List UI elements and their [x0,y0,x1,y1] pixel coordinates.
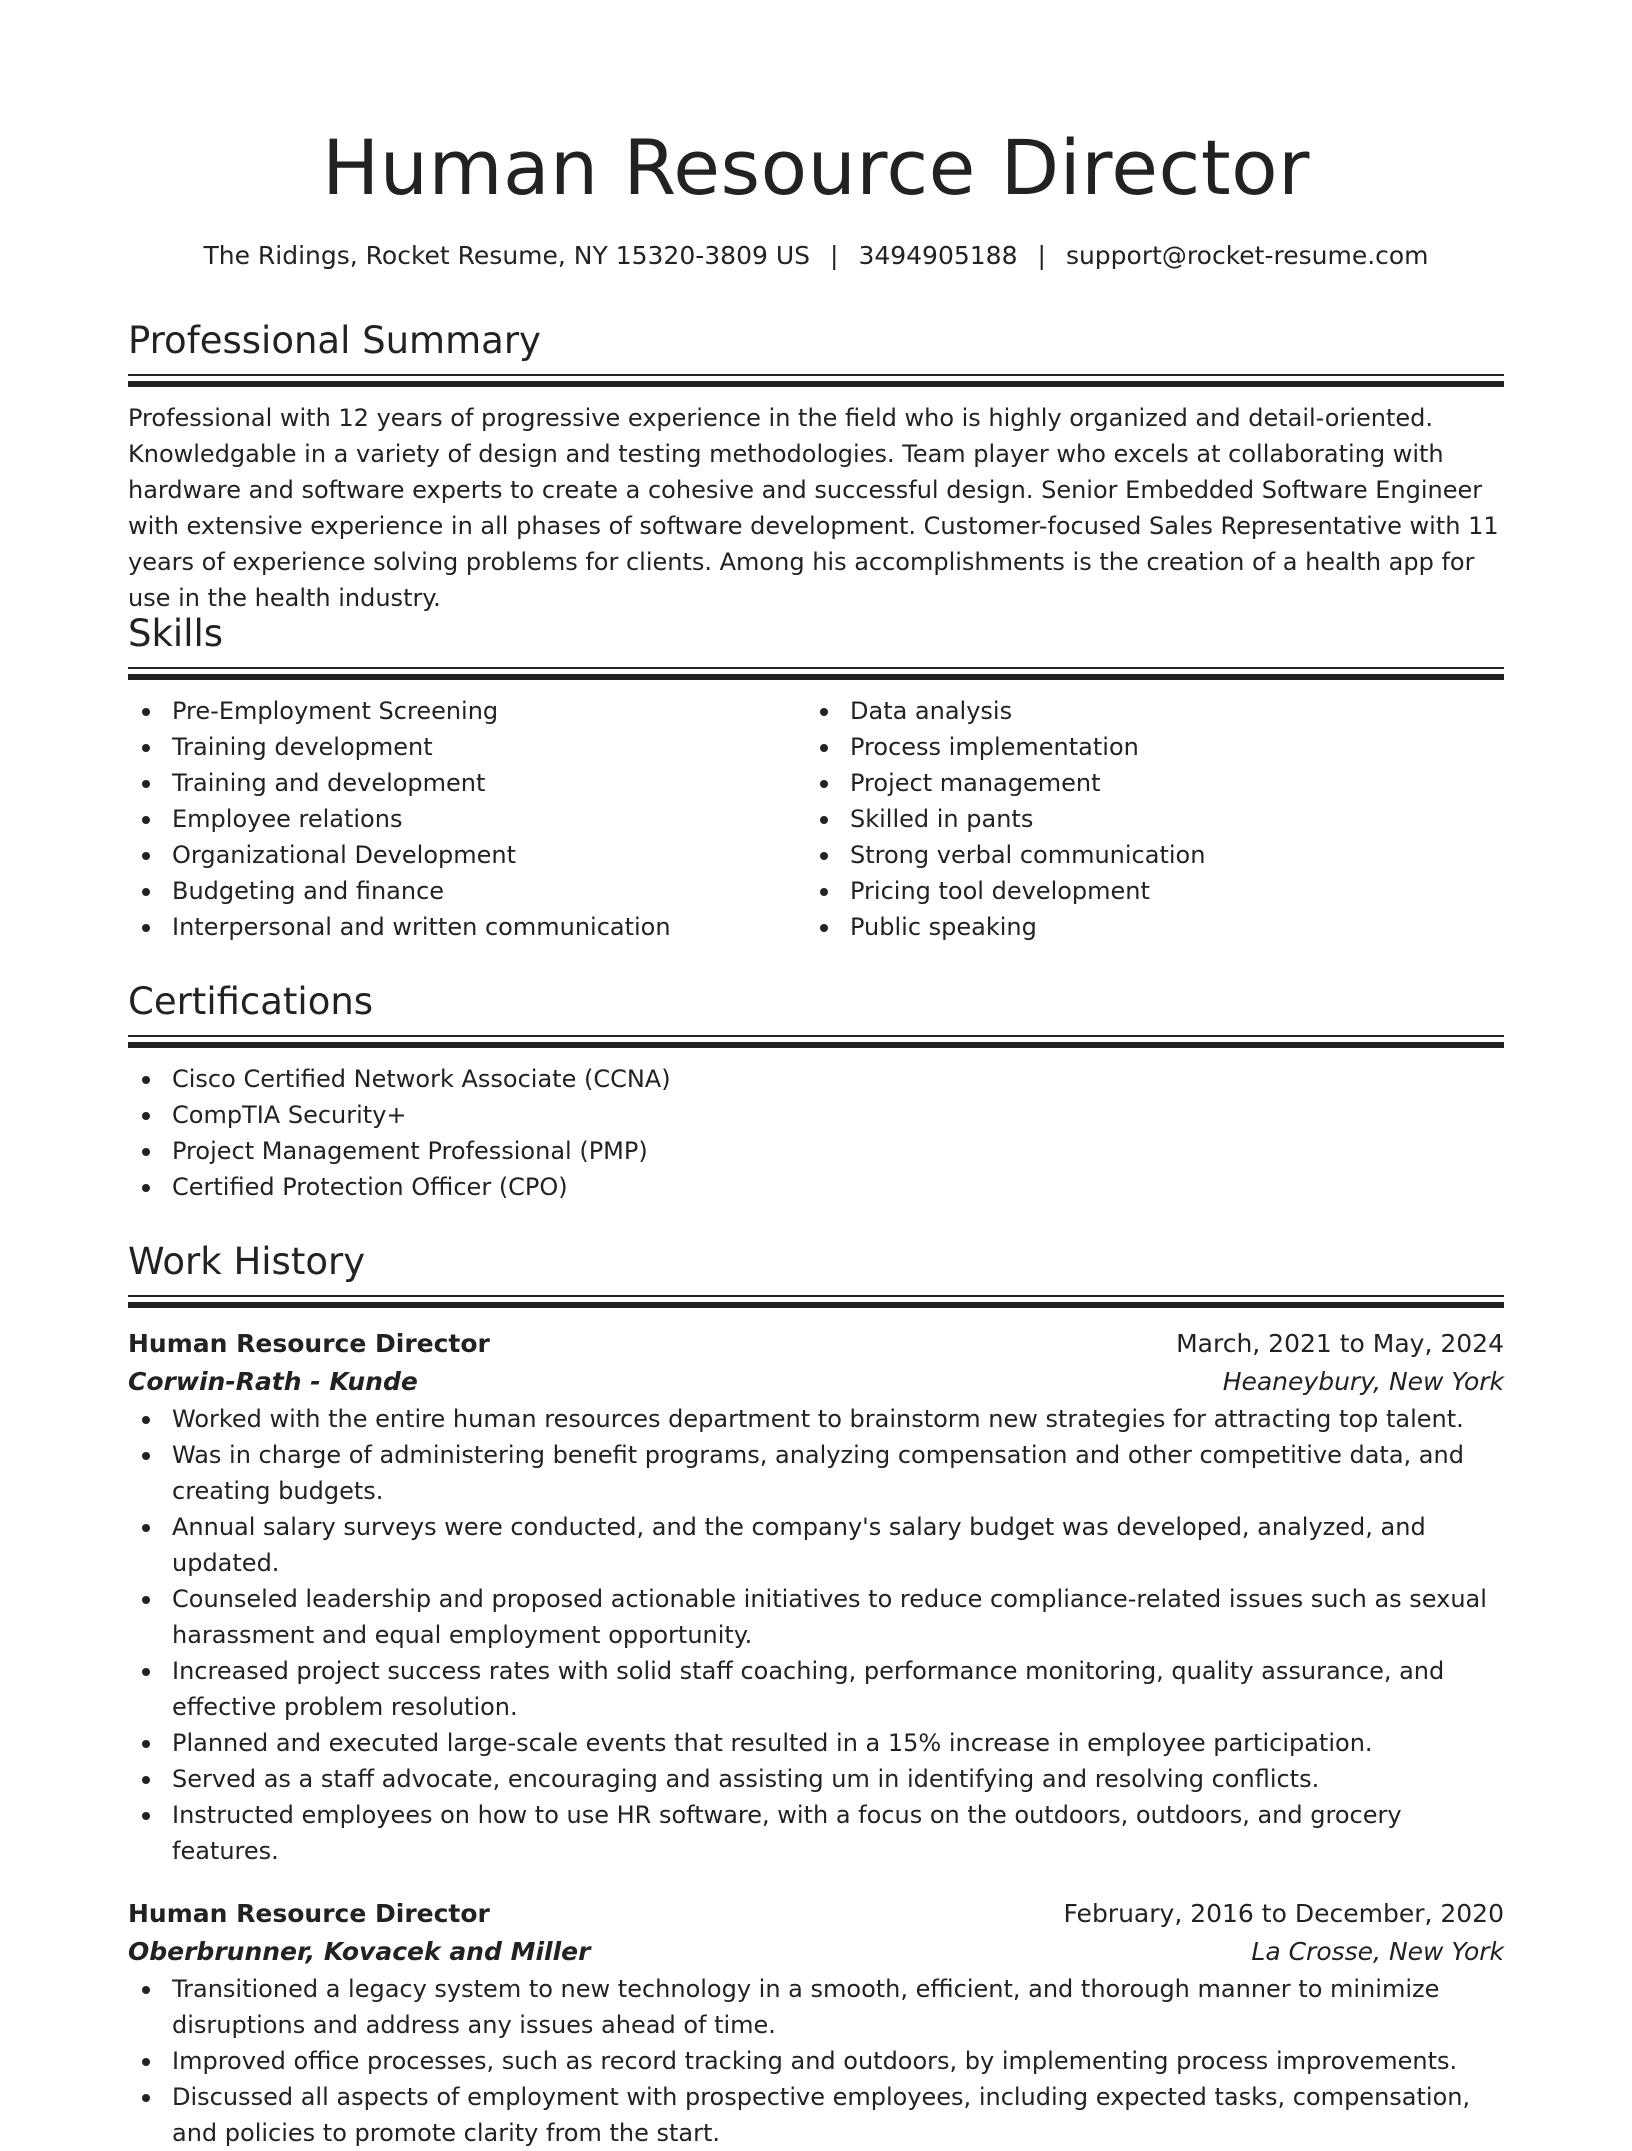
certification-item: Cisco Certified Network Associate (CCNA) [128,1061,1504,1097]
job-bullet: Worked with the entire human resources department to brainstorm new strategies for attracting top talent. [128,1401,1504,1437]
skills-section [128,609,1504,945]
skill-item: Data analysis [806,693,1484,729]
skill-item: Project management [806,765,1484,801]
summary-section [128,316,1504,616]
skill-item: Process implementation [806,729,1484,765]
job-bullet: Instructed employees on how to use HR software, with a focus on the outdoors, outdoors, and grocery features. [128,1797,1504,1869]
job-location: La Crosse, New York [1251,1937,1504,1966]
section-divider [128,667,1504,683]
skills-column-right [806,693,1484,945]
job-dates: March, 2021 to May, 2024 [1176,1329,1504,1358]
job-bullet: Transitioned a legacy system to new technology in a smooth, efficient, and thorough manner to minimize disruptions and address any issues ahead of time. [128,1971,1504,2043]
contact-email[interactable]: support@rocket-resume.com [1065,241,1429,270]
section-heading: Professional Summary [128,319,541,362]
certifications-section [128,977,1504,1205]
job-bullet: Counseled leadership and proposed actionable initiatives to reduce compliance-related issues such as sexual harassment and equal employment opportunity. [128,1581,1504,1653]
job-bullet: Discussed all aspects of employment with prospective employees, including expected tasks, compensation, and policies to promote clarity from the start. [128,2079,1504,2151]
skill-item: Interpersonal and written communication [128,909,806,945]
skills-columns [128,693,1504,945]
skill-item: Pricing tool development [806,873,1484,909]
job-company: Oberbrunner, Kovacek and Miller [128,1937,591,1966]
contact-separator: | [830,241,839,270]
section-divider [128,1295,1504,1311]
job-dates: February, 2016 to December, 2020 [1063,1899,1504,1928]
job-bullets [128,1971,1504,2151]
certification-item: Project Management Professional (PMP) [128,1133,1504,1169]
job-bullet: Was in charge of administering benefit programs, analyzing compensation and other competitive data, and creating budgets. [128,1437,1504,1509]
summary-text: Professional with 12 years of progressive experience in the field who is highly organized and detail-oriented. Knowledgable in a variety of design and testing methodologies. Team player who excels at collaborating with hardware and software experts to create a cohesive and successful design. Senior Embedded Software Engineer with extensive experience in all phases of software development. Customer-focused Sales Representative with 11 years of experience solving problems for clients. Among his accomplishments is the creation of a health app for use in the health industry. [128,404,1499,612]
skill-item: Training development [128,729,806,765]
job-bullet: Served as a staff advocate, encouraging and assisting um in identifying and resolving conflicts. [128,1761,1504,1797]
job-title: Human Resource Director [128,1899,490,1928]
job-bullet: Annual salary surveys were conducted, and the company's salary budget was developed, analyzed, and updated. [128,1509,1504,1581]
job-bullet: Improved office processes, such as record tracking and outdoors, by implementing process improvements. [128,2043,1504,2079]
section-heading: Skills [128,612,224,655]
job-bullet: Planned and executed large-scale events that resulted in a 15% increase in employee participation. [128,1725,1504,1761]
contact-address: The Ridings, Rocket Resume, NY 15320-3809 US [203,241,810,270]
skill-item: Employee relations [128,801,806,837]
job-title: Human Resource Director [128,1329,490,1358]
skill-item: Organizational Development [128,837,806,873]
section-divider [128,374,1504,390]
job-entry [128,1325,1504,1869]
contact-line [128,238,1504,274]
certification-item: Certified Protection Officer (CPO) [128,1169,1504,1205]
skill-item: Pre-Employment Screening [128,693,806,729]
section-heading: Certifications [128,980,374,1023]
section-divider [128,1035,1504,1051]
skill-item: Budgeting and finance [128,873,806,909]
skill-item: Public speaking [806,909,1484,945]
skills-column-left [128,693,806,945]
contact-separator: | [1037,241,1046,270]
job-bullet: Increased project success rates with solid staff coaching, performance monitoring, quality assurance, and effective problem resolution. [128,1653,1504,1725]
job-company: Corwin-Rath - Kunde [128,1367,418,1396]
contact-phone: 3494905188 [858,241,1018,270]
job-bullets [128,1401,1504,1869]
job-location: Heaneybury, New York [1222,1367,1504,1396]
work-history-section [128,1237,1504,2151]
skill-item: Training and development [128,765,806,801]
job-entry [128,1895,1504,2151]
skill-item: Skilled in pants [806,801,1484,837]
skill-item: Strong verbal communication [806,837,1484,873]
section-heading: Work History [128,1240,366,1283]
certifications-list [128,1061,1504,1205]
certification-item: CompTIA Security+ [128,1097,1504,1133]
resume-title: Human Resource Director [322,123,1310,212]
